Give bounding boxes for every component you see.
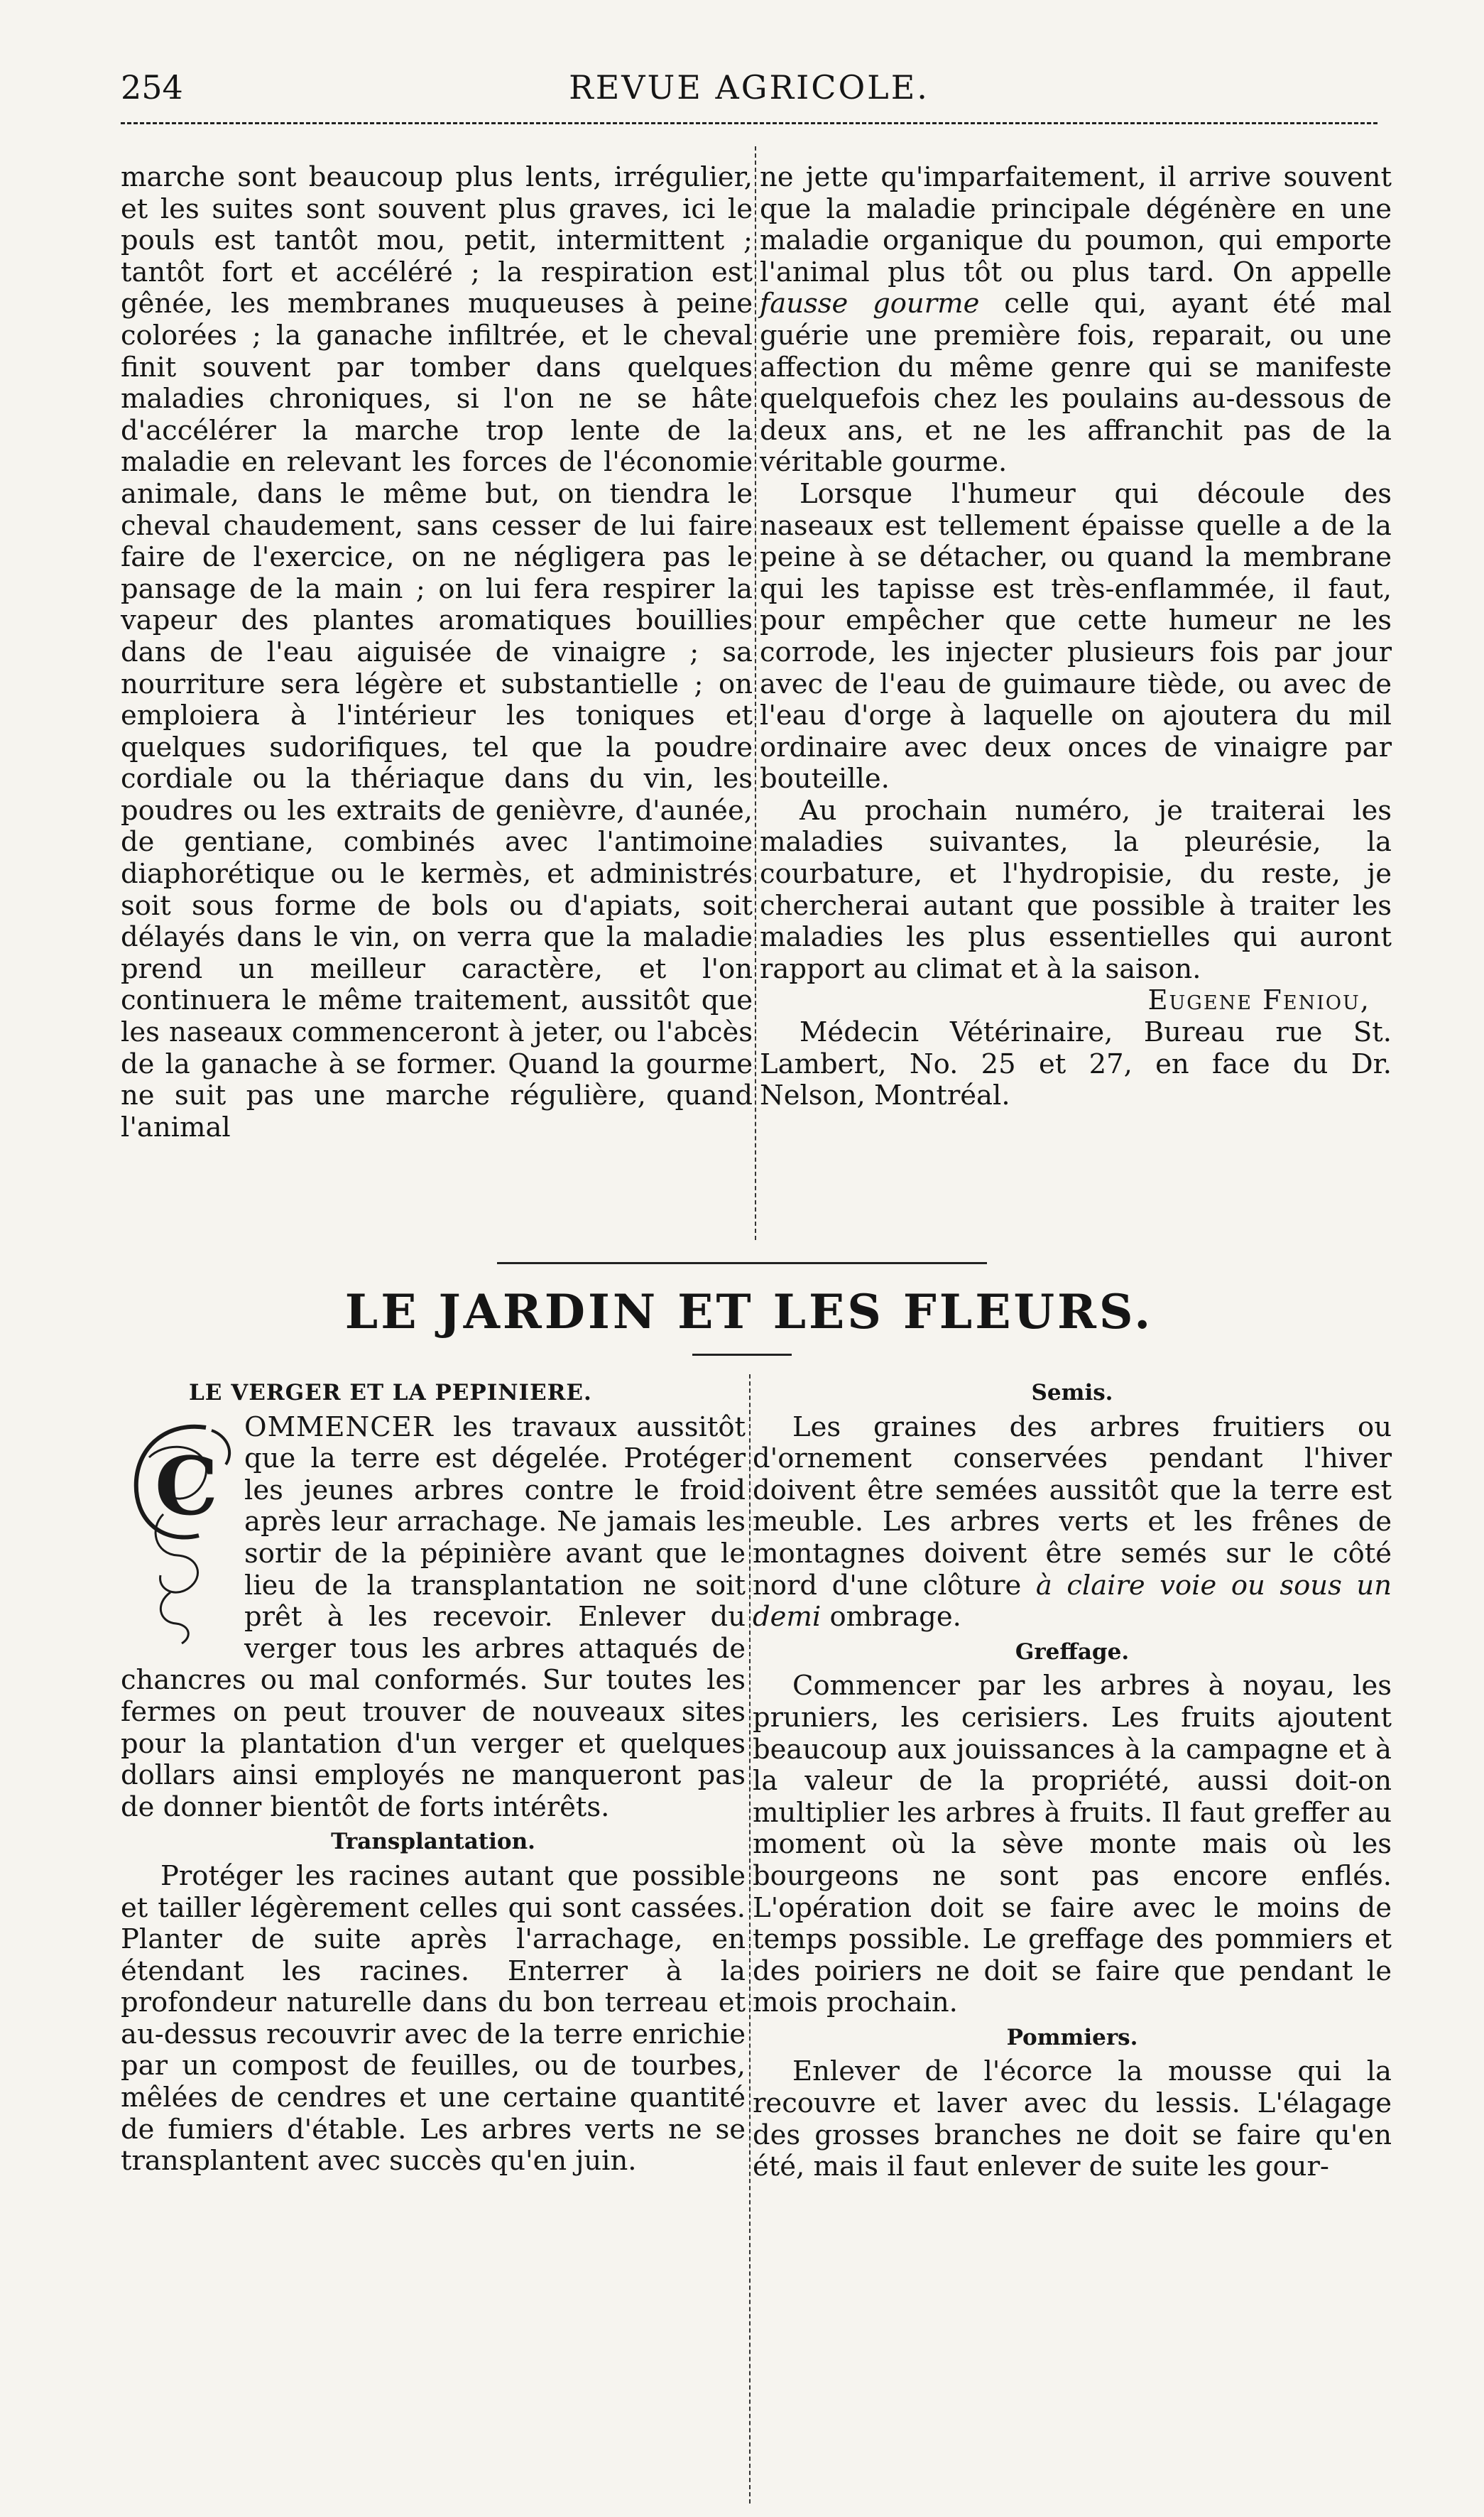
- text-run: ne jette qu'imparfaitement, il arrive souvent que la maladie principale dégénère en une maladie organique du poumon, qui emporte l'animal plus tôt ou plus tard. On appelle: [760, 161, 1392, 288]
- italic-phrase: à claire voie ou sous un demi: [753, 1569, 1392, 1633]
- paragraph-commencer: [121, 1412, 746, 1824]
- column-divider-top: [755, 146, 756, 1240]
- running-header: [121, 68, 1377, 118]
- section-title-underline: [692, 1354, 792, 1356]
- section-separator-rule: [497, 1262, 987, 1264]
- paragraph-transplantation: Protéger les racines autant que possible et tailler légèrement celles qui sont cassées. Planter de suite après l'arrachage, en étendant les racines. Enterrer à la profondeur naturelle dans du bon terreau et au-dessus recouvrir avec de la terre enrichie par un compost de feuilles, ou de tourbes, mêlées de cendres et une certaine quantité de fumiers d'étable. Les arbres verts ne se transplantent avec succès qu'en juin.: [121, 1859, 746, 2178]
- semis-heading: Semis.: [1031, 1380, 1113, 1406]
- bottom-left-column: [121, 1374, 746, 2178]
- continued-paragraph: marche sont beaucoup plus lents, irrégulier, et les suites sont souvent plus graves, ici le pouls est tantôt mou, petit, intermittent ; tantôt fort et accéléré ; la respiration est gênée, les membranes muqueuses à peine colorées ; la ganache infiltrée, et le cheval finit souvent par tomber dans quelques maladies chroniques, si l'on ne se hâte d'accélérer la marche trop lente de la maladie en relevant les forces de l'économie animale, dans le même but, on tiendra le cheval chaudement, sans cesser de lui faire faire de l'exercice, on ne négligera pas le pansage de la main ; on lui fera respirer la vapeur des plantes aromatiques bouillies dans de l'eau aiguisée de vinaigre ; sa nourriture sera légère et substantielle ; on emploiera à l'intérieur les toniques et quelques sudorifiques, tel que la poudre cordiale ou la thériaque dans du vin, les poudres ou les extraits de genièvre, d'aunée, de gentiane, combinés avec l'antimoine diaphorétique ou le kermès, et administrés soit sous forme de bols ou d'apiats, soit délayés dans le vin, on verra que la maladie prend un meilleur caractère, et l'on continuera le même traitement, aussitôt que les naseaux commenceront à jeter, ou l'abcès de la ganache à se former. Quand la gourme ne suit pas une marche régulière, quand l'animal: [121, 161, 753, 1143]
- italic-term: fausse gourme: [760, 288, 980, 320]
- greffage-heading: Greffage.: [1015, 1638, 1130, 1665]
- verger-heading: LE VERGER ET LA PEPINIERE.: [189, 1380, 592, 1406]
- paragraph-humeur: Lorsque l'humeur qui découle des naseaux est tellement épaisse quelle a de la peine à se détacher, ou quand la membrane qui les tapisse est très-enflammée, il faut, pour empêcher que cette humeur ne les corrode, les injecter plusieurs fois par jour avec de l'eau de guimaure tiède, ou avec de l'eau d'orge à laquelle on ajoutera du mil ordinaire avec deux onces de vinaigre par bouteille.: [760, 477, 1392, 795]
- text-run: ombrage.: [821, 1601, 961, 1633]
- signature-name: Eugene Feniou,: [1147, 984, 1370, 1017]
- decorative-dropcap: [121, 1415, 240, 1649]
- text-run: celle qui, ayant été mal guérie une première fois, reparait, ou une affection du même genre qui se manifeste quelquefois chez les poulains au-dessous de deux ans, et ne les affranchit pas de la véritable gourme.: [760, 288, 1392, 479]
- pommiers-heading: Pommiers.: [1006, 2024, 1138, 2050]
- paragraph-pommiers: Enlever de l'écorce la mousse qui la recouvre et laver avec du lessis. L'élagage des grosses branches ne doit se faire qu'en été, mais il faut enlever de suite les gour-: [753, 2055, 1392, 2183]
- page-number: 254: [121, 68, 183, 107]
- bottom-right-column: [753, 1374, 1392, 2183]
- dropcap-letter: C: [155, 1440, 219, 1533]
- dropcap-ornament-icon: [121, 1415, 240, 1649]
- paragraph-greffage: Commencer par les arbres à noyau, les pruniers, les cerisiers. Les fruits ajoutent beaucoup aux jouissances à la campagne et à la valeur de la propriété, aussi doit-on multiplier les arbres à fruits. Il faut greffer au moment où la sève monte mais où les bourgeons ne sont pas encore enflés. L'opération doit se faire avec le moins de temps possible. Le greffage des pommiers et des poiriers ne doit se faire que pendant le mois prochain.: [753, 1670, 1392, 2019]
- transplantation-heading: Transplantation.: [331, 1829, 535, 1855]
- paragraph-text: les travaux aussitôt que la terre est dégelée. Protéger les jeunes arbres contre le froid après leur arrachage. Ne jamais les sortir de la pépinière avant que le lieu de la transplantation ne soit prêt à les recevoir. Enlever du verger tous les arbres attaqués de chancres ou mal conformés. Sur toutes les fermes on peut trouver de nouveaux sites pour la plantation d'un verger et quelques dollars ainsi employés ne manqueront pas de donner bientôt de forts intérêts.: [121, 1410, 746, 1823]
- top-right-column: [760, 162, 1392, 1112]
- signature-address: Médecin Vétérinaire, Bureau rue St. Lambert, No. 25 et 27, en face du Dr. Nelson, Montréal.: [760, 1016, 1392, 1112]
- paragraph-prochain-numero: Au prochain numéro, je traiterai les maladies suivantes, la pleurésie, la courbature, et l'hydropisie, du reste, je chercherai autant que possible à traiter les maladies les plus essentielles qui auront rapport au climat et à la saison.: [760, 794, 1392, 985]
- lead-word: OMMENCER: [244, 1410, 434, 1443]
- paragraph-fausse-gourme: [760, 162, 1392, 479]
- section-title: LE JARDIN ET LES FLEURS.: [344, 1284, 1154, 1339]
- text-run: Les graines des arbres fruitiers ou d'ornement conservées pendant l'hiver doivent être semées aussitôt que la terre est meuble. Les arbres verts et les frênes de montagnes doivent être semés sur le côté nord d'une clôture: [753, 1410, 1392, 1602]
- top-left-column: [121, 162, 753, 1143]
- paragraph-semis: [753, 1412, 1392, 1633]
- header-rule: [121, 122, 1377, 124]
- running-title: REVUE AGRICOLE.: [569, 68, 929, 107]
- column-divider-bottom: [749, 1374, 751, 2504]
